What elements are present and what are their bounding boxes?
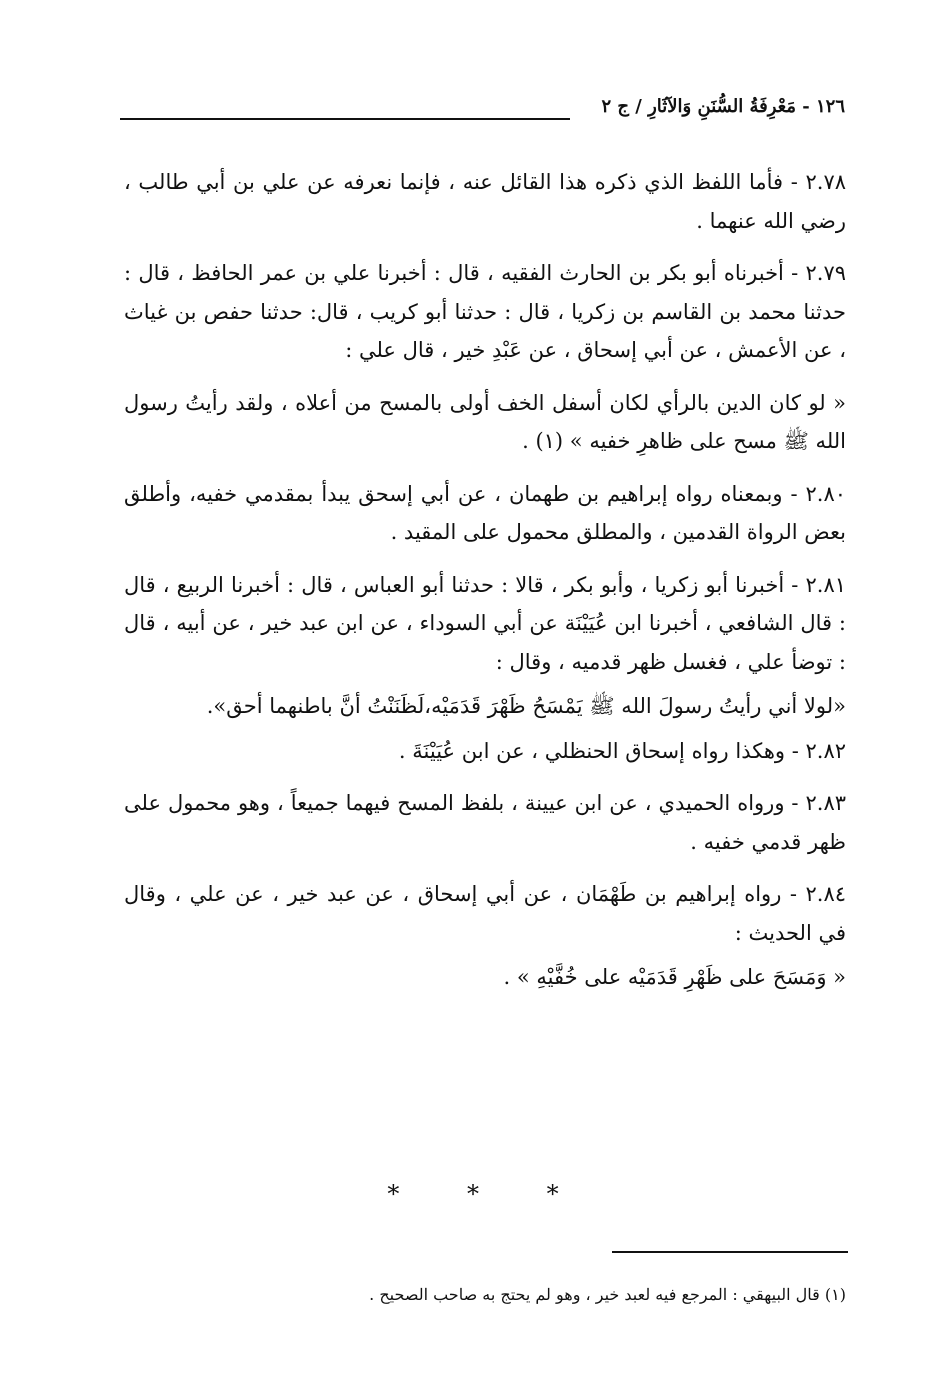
page-body <box>124 163 846 1011</box>
paragraph-2081: ٢.٨١ - أخبرنا أبو زكريا ، وأبو بكر ، قالا : حدثنا أبو العباس ، قال : أخبرنا الربيع ، قال : قال الشافعي ، أخبرنا ابن عُيَيْنَة عن أبي السوداء ، عن ابن عبد خير ، عن أبيه ، قال : توضأ علي ، فغسل ظهر قدميه ، وقال : <box>124 572 846 674</box>
quote-hadith-2: «لولا أني رأيتُ رسولَ الله ﷺ يَمْسَحُ ظَهْرَ قَدَمَيْه،لَظَنَنْتُ أنَّ باطنهما أحق». <box>206 694 846 718</box>
quote-hadith-3: « وَمَسَحَ على ظَهْرِ قَدَمَيْه على خُفَّيْهِ » . <box>503 965 846 989</box>
footnote-rule <box>612 1251 848 1253</box>
footnote: (١) قال البيهقي : المرجع فيه لعبد خير ، وهو لم يحتج به صاحب الصحيح . <box>369 1285 846 1304</box>
header-rule <box>120 118 570 120</box>
paragraph-2078: ٢.٧٨ - فأما اللفظ الذي ذكره هذا القائل عنه ، فإنما نعرفه عن علي بن أبي طالب ، رضي الله عنهما . <box>124 170 846 233</box>
separator-star: * <box>387 1180 400 1208</box>
paragraph-2080: ٢.٨٠ - وبمعناه رواه إبراهيم بن طهمان ، عن أبي إسحق يبدأ بمقدمي خفيه، وأطلق بعض الرواة القدمين ، والمطلق محمول على المقيد . <box>124 481 846 544</box>
separator-star: * <box>546 1180 559 1208</box>
page-header <box>120 92 845 132</box>
separator-star: * <box>467 1180 479 1208</box>
quote-hadith-1: « لو كان الدين بالرأي لكان أسفل الخف أولى بالمسح من أعلاه ، ولقد رأيتُ رسول الله ﷺ مسح على ظاهرِ خفيه » (١) . <box>124 390 846 453</box>
section-separator <box>0 1180 946 1208</box>
running-title: ١٢٦ - مَعْرِفَةُ السُّنَنِ وَالآثَارِ / ج ٢ <box>601 96 845 117</box>
paragraph-2083: ٢.٨٣ - ورواه الحميدي ، عن ابن عيينة ، بلفظ المسح فيهما جميعاً ، وهو محمول على ظهر قدمي خفيه . <box>124 791 846 854</box>
paragraph-2082: ٢.٨٢ - وهكذا رواه إسحاق الحنظلي ، عن ابن عُيَيْنَةَ . <box>398 738 846 763</box>
paragraph-2084: ٢.٨٤ - رواه إبراهيم بن طَهْمَان ، عن أبي إسحاق ، عن عبد خير ، عن علي ، وقال في الحديث : <box>124 882 846 945</box>
paragraph-2079: ٢.٧٩ - أخبرناه أبو بكر بن الحارث الفقيه ، قال : أخبرنا علي بن عمر الحافظ ، قال : حدثنا محمد بن القاسم بن زكريا ، قال : حدثنا أبو كريب ، قال: حدثنا حفص بن غياث ، عن الأعمش ، عن أبي إسحاق ، عن عَبْدِ خير ، قال علي : <box>124 261 846 362</box>
